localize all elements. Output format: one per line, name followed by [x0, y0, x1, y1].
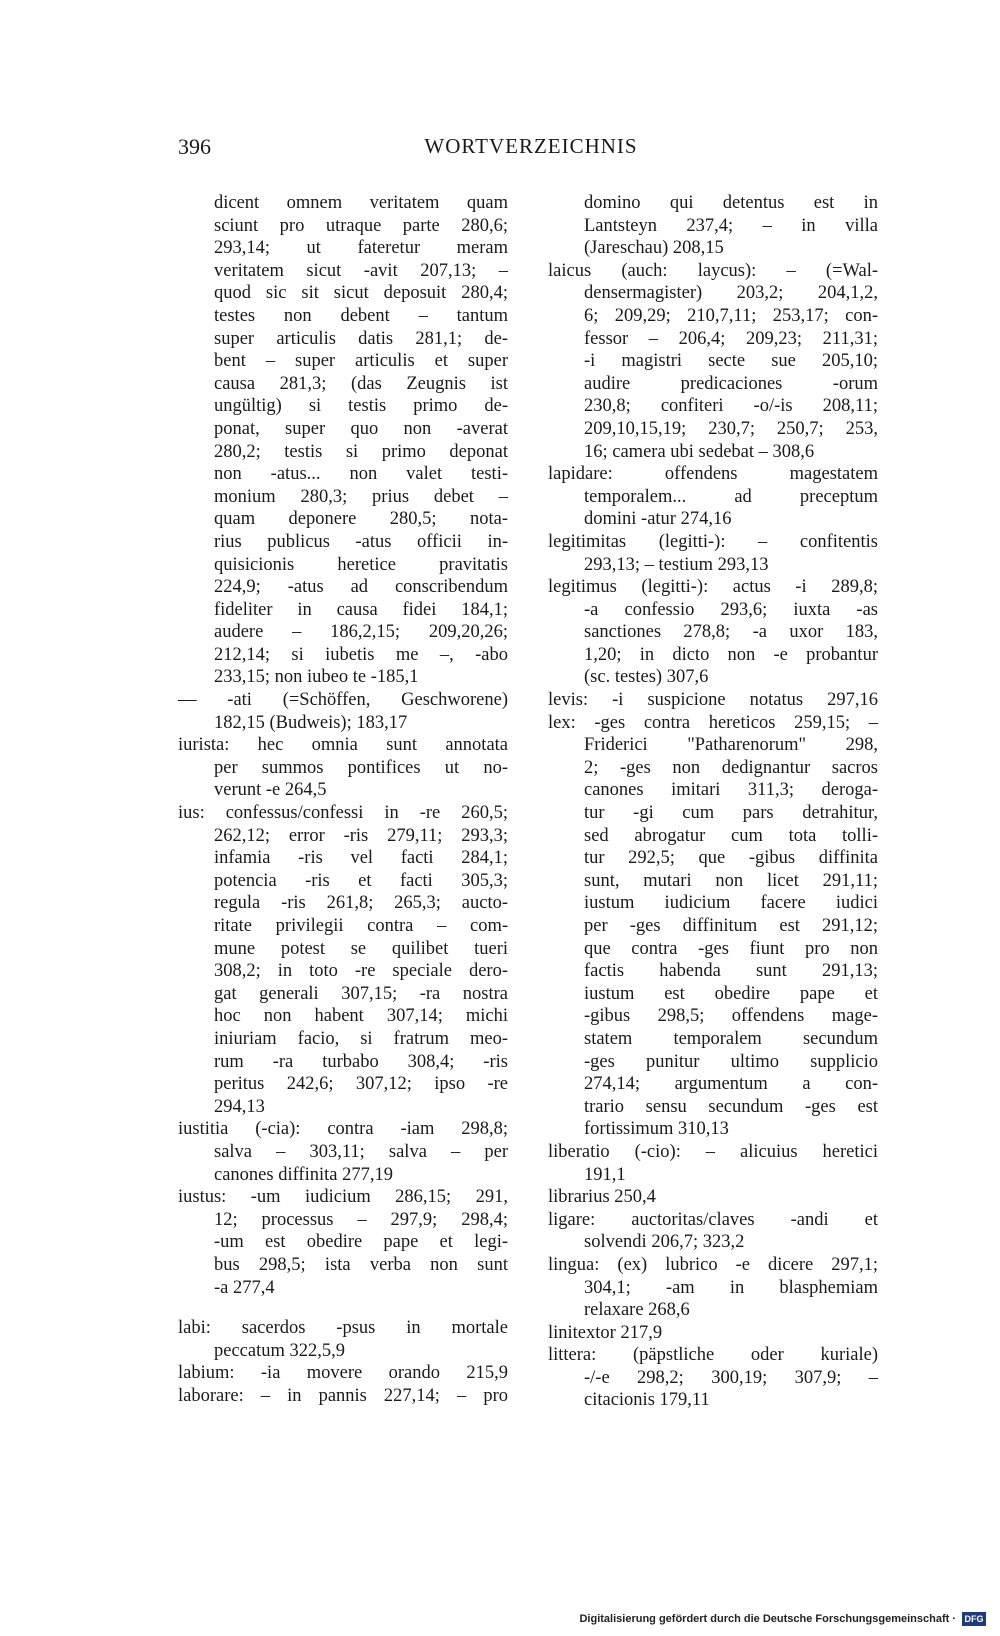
index-continuation-line: 191,1 — [584, 1164, 626, 1185]
right-column — [548, 192, 878, 1412]
index-continuation-line: Lantsteyn 237,4; – in villa — [584, 215, 878, 236]
index-continuation-line: canones imitari 311,3; deroga- — [584, 780, 878, 801]
index-continuation-line: bent – super articulis et super — [214, 351, 508, 372]
index-continuation-line: 224,9; -atus ad conscribendum — [214, 577, 508, 598]
index-entry-line: legitimus (legitti-): actus -i 289,8; — [548, 577, 878, 598]
footer — [579, 1612, 986, 1626]
index-continuation-line: verunt -e 264,5 — [214, 780, 327, 801]
index-continuation-line: peritus 242,6; 307,12; ipso -re — [214, 1074, 508, 1095]
index-continuation-line: canones diffinita 277,19 — [214, 1164, 393, 1185]
index-entry-line: librarius 250,4 — [548, 1187, 656, 1208]
index-continuation-line: que contra -ges fiunt pro non — [584, 938, 878, 959]
index-continuation-line: 12; processus – 297,9; 298,4; — [214, 1209, 508, 1230]
index-continuation-line: monium 280,3; prius debet – — [214, 486, 508, 507]
index-continuation-line: -/-e 298,2; 300,19; 307,9; – — [584, 1367, 878, 1388]
index-continuation-line: -a 277,4 — [214, 1277, 275, 1298]
index-continuation-line: salva – 303,11; salva – per — [214, 1141, 508, 1162]
index-continuation-line: statem temporalem secundum — [584, 1028, 878, 1049]
index-continuation-line: sciunt pro utraque parte 280,6; — [214, 215, 508, 236]
index-continuation-line: fideliter in causa fidei 184,1; — [214, 599, 508, 620]
index-continuation-line: 293,14; ut fateretur meram — [214, 238, 508, 259]
index-continuation-line: iustum est obedire pape et — [584, 983, 878, 1004]
index-continuation-line: peccatum 322,5,9 — [214, 1340, 345, 1361]
index-continuation-line: per summos pontifices ut no- — [214, 757, 508, 778]
index-entry-line: lex: -ges contra hereticos 259,15; – — [548, 712, 878, 733]
index-continuation-line: Friderici "Patharenorum" 298, — [584, 735, 878, 756]
index-continuation-line: dicent omnem veritatem quam — [214, 193, 508, 213]
index-continuation-line: solvendi 206,7; 323,2 — [584, 1232, 745, 1253]
index-continuation-line: -um est obedire pape et legi- — [214, 1232, 508, 1253]
index-entry-line: ius: confessus/confessi in -re 260,5; — [178, 803, 508, 824]
left-column — [178, 192, 508, 1407]
index-continuation-line: super articulis datis 281,1; de- — [214, 328, 508, 349]
index-continuation-line: densermagister) 203,2; 204,1,2, — [584, 283, 878, 304]
index-continuation-line: temporalem... ad preceptum — [584, 486, 878, 507]
index-continuation-line: per -ges diffinitum est 291,12; — [584, 916, 878, 936]
index-continuation-line: -a confessio 293,6; iuxta -as — [584, 599, 878, 620]
index-continuation-line: veritatem sicut -avit 207,13; – — [214, 260, 508, 281]
index-continuation-line: ungültig) si testis primo de- — [214, 396, 508, 417]
index-continuation-line: tur 292,5; que -gibus diffinita — [584, 848, 878, 869]
index-continuation-line: ritate privilegii contra – com- — [214, 916, 508, 936]
index-continuation-line: 209,10,15,19; 230,7; 250,7; 253, — [584, 418, 878, 439]
index-continuation-line: fortissimum 310,13 — [584, 1119, 729, 1140]
index-entry-line: iurista: hec omnia sunt annotata — [178, 735, 508, 756]
index-entry-line: legitimitas (legitti-): – confitentis — [548, 531, 878, 552]
index-continuation-line: audire predicaciones -orum — [584, 373, 878, 394]
index-continuation-line: 304,1; -am in blasphemiam — [584, 1277, 878, 1298]
index-continuation-line: trario sensu secundum -ges est — [584, 1096, 878, 1117]
index-continuation-line: (Jareschau) 208,15 — [584, 238, 724, 259]
index-entry-line: laborare: – in pannis 227,14; – pro — [178, 1385, 508, 1406]
page-number: 396 — [178, 134, 211, 159]
index-continuation-line: hoc non habent 307,14; michi — [214, 1006, 508, 1027]
index-continuation-line: mune potest se quilibet tueri — [214, 938, 508, 959]
index-continuation-line: non -atus... non valet testi- — [214, 464, 508, 485]
index-continuation-line: 294,13 — [214, 1096, 265, 1117]
index-entry-line: levis: -i suspicione notatus 297,16 — [548, 690, 878, 711]
index-continuation-line: sunt, mutari non licet 291,11; — [584, 870, 878, 891]
index-continuation-line: bus 298,5; ista verba non sunt — [214, 1254, 508, 1275]
index-continuation-line: infamia -ris vel facti 284,1; — [214, 848, 508, 869]
index-continuation-line: ponat, super quo non -averat — [214, 418, 508, 439]
index-continuation-line: -ges punitur ultimo supplicio — [584, 1051, 878, 1072]
index-continuation-line: 262,12; error -ris 279,11; 293,3; — [214, 825, 508, 846]
index-continuation-line: tur -gi cum pars detrahitur, — [584, 803, 878, 824]
index-continuation-line: quod sic sit sicut deposuit 280,4; — [214, 283, 508, 304]
footer-text: Digitalisierung gefördert durch die Deutsche Forschungsgemeinschaft · — [579, 1613, 956, 1625]
index-continuation-line: -gibus 298,5; offendens mage- — [584, 1006, 878, 1027]
index-continuation-line: sed abrogatur cum tota tolli- — [584, 825, 878, 846]
index-continuation-line: -i magistri secte sue 205,10; — [584, 351, 878, 372]
entry-gap — [178, 1299, 508, 1317]
index-continuation-line: relaxare 268,6 — [584, 1300, 690, 1321]
index-continuation-line: 182,15 (Budweis); 183,17 — [214, 712, 408, 733]
index-continuation-line: regula -ris 261,8; 265,3; aucto- — [214, 893, 508, 914]
index-entry-line: ligare: auctoritas/claves -andi et — [548, 1209, 878, 1230]
index-continuation-line: testes non debent – tantum — [214, 305, 508, 326]
dfg-logo: DFG — [962, 1612, 986, 1626]
index-continuation-line: citacionis 179,11 — [584, 1390, 710, 1411]
index-entry-line: iustitia (-cia): contra -iam 298,8; — [178, 1119, 508, 1140]
index-entry-line: liberatio (-cio): – alicuius heretici — [548, 1141, 878, 1162]
index-continuation-line: 308,2; in toto -re speciale dero- — [214, 961, 508, 982]
index-entry-line: iustus: -um iudicium 286,15; 291, — [178, 1187, 508, 1208]
index-continuation-line: iniuriam facio, si fratrum meo- — [214, 1028, 508, 1049]
index-entry-line: littera: (päpstliche oder kuriale) — [548, 1345, 878, 1366]
index-entry-line: lingua: (ex) lubrico -e dicere 297,1; — [548, 1254, 878, 1275]
index-continuation-line: rius publicus -atus officii in- — [214, 531, 508, 552]
running-title: WORTVERZEICHNIS — [424, 134, 638, 158]
index-continuation-line: 2; -ges non dedignantur sacros — [584, 757, 878, 778]
index-entry-line: linitextor 217,9 — [548, 1322, 663, 1343]
index-entry-line: labi: sacerdos -psus in mortale — [178, 1318, 508, 1339]
page-header — [178, 134, 884, 166]
index-continuation-line: quam deponere 280,5; nota- — [214, 509, 508, 530]
index-continuation-line: sanctiones 278,8; -a uxor 183, — [584, 622, 878, 643]
index-continuation-line: potencia -ris et facti 305,3; — [214, 870, 508, 891]
index-continuation-line: iustum iudicium facere iudici — [584, 893, 878, 914]
index-continuation-line: 6; 209,29; 210,7,11; 253,17; con- — [584, 305, 878, 326]
index-continuation-line: 16; camera ubi sedebat – 308,6 — [584, 441, 815, 462]
index-continuation-line: 233,15; non iubeo te -185,1 — [214, 667, 419, 688]
index-entry-line: labium: -ia movere orando 215,9 — [178, 1363, 508, 1384]
index-continuation-line: domini -atur 274,16 — [584, 509, 732, 530]
index-continuation-line: 274,14; argumentum a con- — [584, 1074, 878, 1095]
index-continuation-line: rum -ra turbabo 308,4; -ris — [214, 1051, 508, 1072]
index-continuation-line: factis habenda sunt 291,13; — [584, 961, 878, 982]
index-entry-line: — -ati (=Schöffen, Geschworene) — [178, 690, 508, 711]
index-continuation-line: 212,14; si iubetis me –, -abo — [214, 644, 508, 665]
index-continuation-line: domino qui detentus est in — [584, 193, 878, 213]
index-continuation-line: audere – 186,2,15; 209,20,26; — [214, 622, 508, 643]
index-continuation-line: quisicionis heretice pravitatis — [214, 554, 508, 575]
index-continuation-line: fessor – 206,4; 209,23; 211,31; — [584, 328, 878, 349]
index-continuation-line: gat generali 307,15; -ra nostra — [214, 983, 508, 1004]
index-continuation-line: 293,13; – testium 293,13 — [584, 554, 769, 575]
index-continuation-line: causa 281,3; (das Zeugnis ist — [214, 373, 508, 394]
index-entry-line: lapidare: offendens magestatem — [548, 464, 878, 485]
index-continuation-line: 230,8; confiteri -o/-is 208,11; — [584, 396, 878, 417]
index-continuation-line: 1,20; in dicto non -e probantur — [584, 644, 878, 665]
index-continuation-line: 280,2; testis si primo deponat — [214, 441, 508, 462]
index-entry-line: laicus (auch: laycus): – (=Wal- — [548, 260, 878, 281]
index-continuation-line: (sc. testes) 307,6 — [584, 667, 709, 688]
